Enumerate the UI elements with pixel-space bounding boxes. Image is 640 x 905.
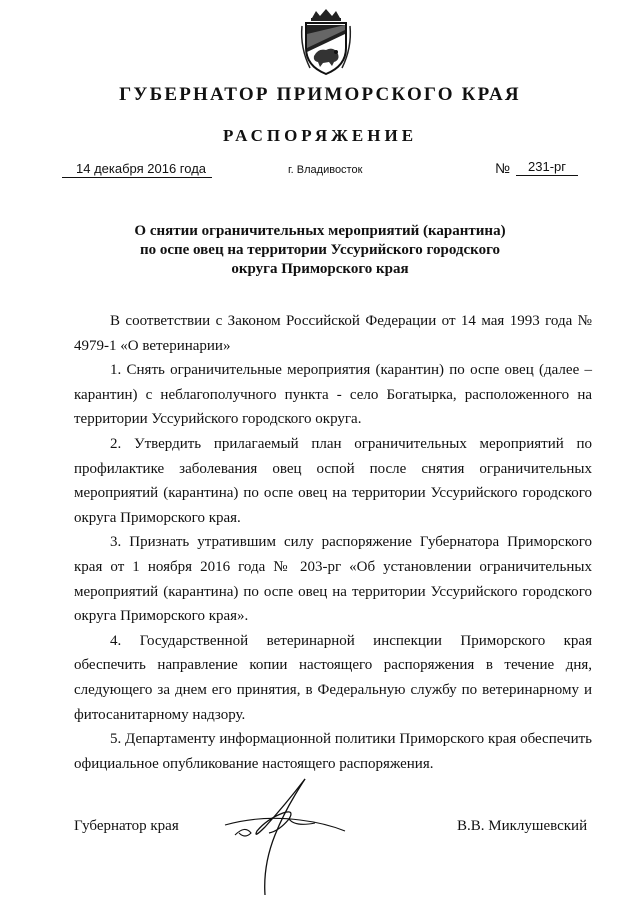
- subject-line: округа Приморского края: [231, 261, 409, 277]
- clause-paragraph: 5. Департаменту информационной политики Приморского края обеспечить официальное опубликование настоящего распоряжения.: [74, 731, 592, 772]
- issuing-authority: ГУБЕРНАТОР ПРИМОРСКОГО КРАЯ: [119, 84, 521, 105]
- document-type: РАСПОРЯЖЕНИЕ: [222, 126, 418, 145]
- number-label: №: [495, 160, 511, 176]
- clause-paragraph: 2. Утвердить прилагаемый план ограничительных мероприятий по профилактике заболевания овец оспой после снятия ограничительных мероприятий (карантина) по оспе овец на территории Уссурийского городского округа Приморского края.: [74, 435, 592, 526]
- clause-paragraph: 1. Снять ограничительные мероприятия (карантин) по оспе овец (далее – карантин) с неблагополучного пункта - село Богатырка, расположенного на территории Уссурийского городского округа.: [74, 362, 592, 428]
- subject-line: по оспе овец на территории Уссурийского городского: [139, 242, 501, 258]
- document-number: [495, 158, 578, 176]
- subject-line: О снятии ограничительных мероприятий (карантина): [134, 223, 506, 239]
- preamble-paragraph: В соответствии с Законом Российской Федерации от 14 мая 1993 года № 4979-1 «О ветеринарии»: [74, 313, 592, 354]
- clause-paragraph: 3. Признать утратившим силу распоряжение Губернатора Приморского края от 1 ноября 2016 года № 203-рг «Об установлении ограничительных мероприятий (карантина) по оспе овец на территории Уссурийского городского округа Приморского края».: [74, 534, 592, 625]
- number-value: 231-рг: [516, 158, 578, 176]
- document-subject: [100, 222, 540, 279]
- clause-paragraph: 4. Государственной ветеринарной инспекции Приморского края обеспечить направление копии настоящего распоряжения в течение дня, следующего за днем его принятия, в Федеральную службу по ветеринарному и фитосанитарному надзору.: [74, 632, 592, 723]
- document-body: [74, 309, 592, 776]
- document-city: г. Владивосток: [288, 164, 363, 176]
- signatory-name: В.В. Миклушевский: [457, 818, 588, 834]
- coat-of-arms-icon: [296, 8, 356, 78]
- signatory-title: Губернатор края: [74, 818, 179, 834]
- handwritten-signature: [205, 775, 355, 900]
- document-date: 14 декабря 2016 года: [62, 160, 212, 178]
